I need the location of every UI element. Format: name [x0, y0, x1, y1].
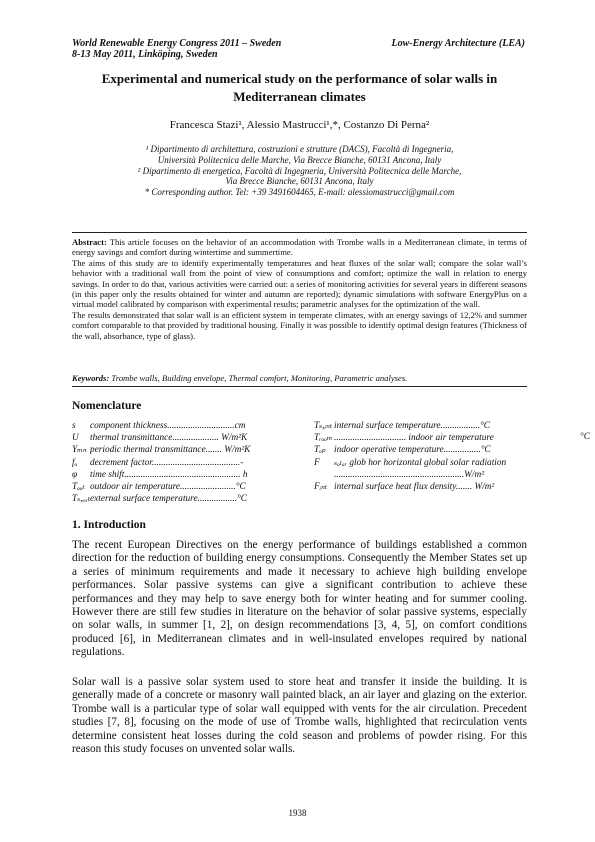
page-number: 1938 — [288, 808, 307, 818]
affiliations — [72, 144, 527, 198]
body-paragraph: The recent European Directives on the energy performance of buildings established a common direction for the reduction of building energy consumptions. Consequently the Member States set up a series of minimum requirements and made it necessary to achieve high building envelope performances. Solar passive systems can give a significant contribution to achieve these performances and they may help to save energy both for winter heating and for summer cooling. However there are still few studies in literature on the behavior of solar passive systems, especially on solar walls, in summer [1, 2], on design recommendations [3, 4, 5], on comfort conditions produced [6], in Mediterranean climates and in well-insulated envelopes required by national regulations. — [72, 539, 527, 659]
nomenclature-left-column — [72, 420, 287, 505]
symbol: Tₒᵤₜ — [72, 482, 85, 493]
abstract-text: This article focuses on the behavior of an accommodation with Trombe walls in a Mediterranean climate, in terms of energy savings and comfort during wintertime and summertime. — [72, 237, 527, 258]
nomenclature-entry — [72, 469, 287, 481]
symbol: fₐ — [72, 457, 78, 468]
running-header-right: Low-Energy Architecture (LEA) — [391, 38, 525, 49]
affiliation-line: Università Politecnica delle Marche, Via Brecce Bianche, 60131 Ancona, Italy — [157, 154, 442, 165]
symbol: Tₛ,ᵢₙₜ — [314, 421, 333, 431]
definition: ............................... indoor air temperature — [334, 433, 494, 444]
abstract-top-rule — [72, 232, 527, 233]
nomenclature-entry — [314, 444, 529, 456]
symbol: Tᵣₒₒₘ — [314, 433, 333, 444]
paper-title — [72, 70, 527, 106]
nomenclature-entry — [72, 432, 287, 444]
symbol: Yₘₙ — [72, 445, 87, 456]
body-paragraph: Solar wall is a passive solar system used to store heat and transfer it inside the building. It is generally made of a concrete or masonry wall painted black, an air layer and glazing on the exterior. Trombe wall is a particular type of solar wall equipped with vents for the air circulation. Precedent studies [7, 8], focusing on the mode of use of Trombe walls, highlighted that recirculation vents determine consistent heat losses during the cold season and problems of powder rising. For this reason this study focuses on unvented solar walls. — [72, 676, 527, 756]
running-header-left — [72, 38, 281, 60]
nomenclature-heading: Nomenclature — [72, 400, 142, 412]
nomenclature-entry — [314, 432, 529, 444]
definition: decrement factor......................................- — [90, 457, 244, 468]
definition: time shift.................................................. h — [90, 469, 248, 480]
author-list: Francesca Stazi¹, Alessio Mastrucci¹,*, Costanzo Di Perna² — [169, 119, 430, 131]
abstract — [72, 237, 527, 341]
nomenclature-entry — [72, 420, 287, 432]
definition: periodic thermal transmittance....... W/m²K — [90, 445, 251, 456]
symbol — [314, 469, 334, 481]
abstract-paragraph: The results demonstrated that solar wall is an efficient system in temperate climates, with an energy savings of 12,2% and summer comfort comparable to that provided by traditional housing. Finally it was possible to identify optimal design features (Thickness of the wall, absorbance, type of glass). — [72, 309, 527, 341]
symbol: φ — [72, 469, 78, 480]
keywords — [72, 373, 527, 383]
nomenclature-entry — [72, 493, 287, 505]
affiliation-line: ¹ Dipartimento di architettura, costruzioni e strutture (DACS), Facoltà di Ingegneria, — [145, 144, 454, 154]
nomenclature-right-column — [314, 420, 529, 493]
definition: component thickness.............................cm — [90, 421, 246, 431]
symbol: Tₒₚ — [314, 445, 326, 456]
definition: indoor operative temperature................°C — [334, 445, 491, 456]
definition: outdoor air temperature........................°C — [90, 482, 246, 493]
abstract-paragraph: The aims of this study are to identify experimentally temperatures and heat fluxes of the solar wall; compare the solar wall’s behavior with a traditional wall from the point of view of consumptions and comfort; optimize the wall in relation to energy savings. In order to do that, various activities were carried out: a series of monitoring activities for several years in different seasons (in this paper only the results obtained for winter and autumn are reported); dynamic simulations with software EnergyPlus on a virtual model calibrated by comparison with experimental results; parametric analyses for the optimization of the wall. — [72, 257, 527, 310]
keywords-label: Keywords: — [72, 373, 110, 383]
section-heading-introduction: 1. Introduction — [72, 519, 146, 531]
definition: ₛₒₗₐᵣ glob hor horizontal global solar radiation — [334, 457, 507, 468]
nomenclature-entry — [314, 420, 529, 432]
nomenclature-entry — [72, 457, 287, 469]
keywords-text: Trombe walls, Building envelope, Thermal comfort, Monitoring, Parametric analyses. — [111, 373, 408, 383]
symbol: F — [314, 457, 320, 468]
title-line-2: Mediterranean climates — [233, 89, 366, 104]
conference-dates: 8-13 May 2011, Linköping, Sweden — [72, 49, 218, 60]
abstract-paragraph — [72, 237, 527, 258]
nomenclature-entry — [314, 469, 529, 481]
affiliation-line: Via Brecce Bianche, 60131 Ancona, Italy — [225, 176, 374, 187]
definition: external surface temperature.................°C — [90, 494, 248, 505]
nomenclature-entry — [72, 444, 287, 456]
corresponding-author: * Corresponding author. Tel: +39 3491604465, E-mail: alessiomastrucci@gmail.com — [144, 187, 455, 198]
abstract-label: Abstract: — [72, 237, 107, 247]
affiliation-line: ² Dipartimento di energetica, Facoltà di Ingegneria, Università Politecnica delle Marche, — [137, 165, 462, 176]
nomenclature-entry — [72, 481, 287, 493]
symbol: U — [72, 433, 79, 444]
title-line-1: Experimental and numerical study on the performance of solar walls in — [101, 71, 498, 86]
definition: ........................................................W/m² — [334, 469, 484, 480]
symbol: Tₛ,ₑₓₜ — [72, 494, 90, 505]
nomenclature-entry — [314, 481, 529, 493]
troom-unit: °C — [580, 432, 590, 442]
conference-name: World Renewable Energy Congress 2011 – Sweden — [72, 38, 282, 49]
symbol: Fᵢₙₜ — [314, 482, 328, 493]
keywords-bottom-rule — [72, 386, 527, 387]
nomenclature-entry — [314, 457, 529, 469]
definition: thermal transmittance.................... W/m²K — [90, 433, 248, 444]
symbol: s — [72, 421, 76, 431]
definition: internal surface temperature.................°C — [334, 421, 490, 431]
definition: internal surface heat flux density....... W/m² — [334, 482, 495, 493]
